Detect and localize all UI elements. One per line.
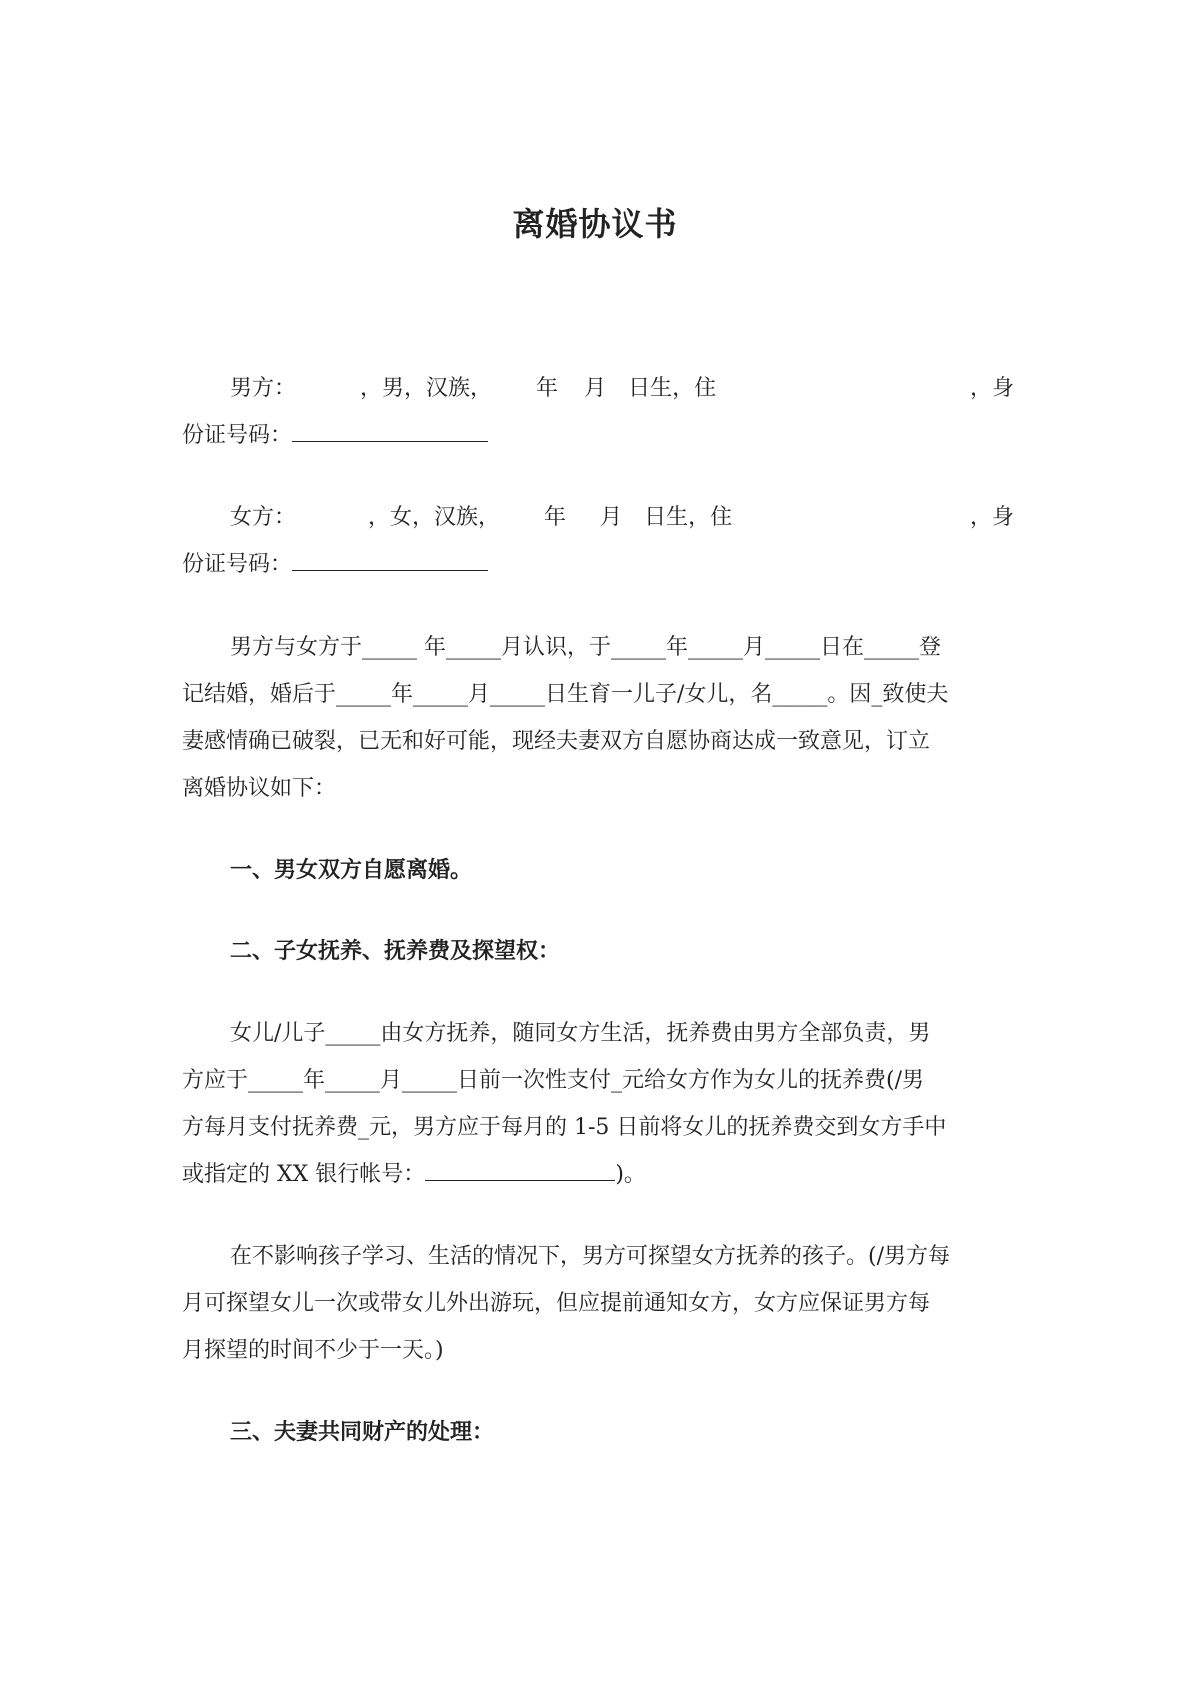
bank-account-blank xyxy=(425,1160,615,1181)
visitation-line-3: 月探望的时间不少于一天。) xyxy=(182,1338,444,1363)
wife-tail: ，身 xyxy=(969,505,1014,530)
intro-line-4: 离婚协议如下： xyxy=(182,776,337,801)
document-title: 离婚协议书 xyxy=(512,205,678,243)
wife-info xyxy=(182,494,1014,541)
husband-id-blank xyxy=(292,421,488,442)
wife-year: 年 xyxy=(544,505,567,530)
custody-line-1: 女儿/儿子_____由女方抚养，随同女方生活，抚养费由男方全部负责，男 xyxy=(230,1021,931,1046)
wife-ethnicity: ，汉族， xyxy=(412,505,501,530)
wife-id-label: 份证号码： xyxy=(182,552,293,577)
custody-line-2: 方应于_____年_____月_____日前一次性支付_元给女方作为女儿的抚养费(/男 xyxy=(182,1068,924,1093)
wife-id xyxy=(182,541,1014,588)
section-2-heading: 二、子女抚养、抚养费及探望权： xyxy=(230,938,561,964)
intro-line-2: 记结婚，婚后于_____年_____月_____日生育一儿子/女儿，名_____。因_致使夫 xyxy=(182,682,949,707)
husband-id-label: 份证号码： xyxy=(182,423,293,448)
husband-gender: ，男 xyxy=(360,376,405,401)
husband-year: 年 xyxy=(536,376,559,401)
visitation-line-1: 在不影响孩子学习、生活的情况下，男方可探望女方抚养的孩子。(/男方每 xyxy=(230,1244,950,1269)
custody-line-3: 方每月支付抚养费_元，男方应于每月的 1-5 日前将女儿的抚养费交到女方手中 xyxy=(182,1115,947,1140)
intro-line-3: 妻感情确已破裂，已无和好可能，现经夫妻双方自愿协商达成一致意见，订立 xyxy=(182,729,931,754)
wife-month: 月 xyxy=(600,505,623,530)
section-3-heading: 三、夫妻共同财产的处理： xyxy=(230,1419,495,1445)
husband-id xyxy=(182,412,1014,459)
husband-info xyxy=(182,365,1014,412)
wife-day: 日生，住 xyxy=(644,505,733,530)
husband-label: 男方： xyxy=(230,376,297,401)
section-1-heading: 一、男女双方自愿离婚。 xyxy=(230,857,473,883)
wife-gender: ，女 xyxy=(368,505,413,530)
husband-ethnicity: ，汉族， xyxy=(404,376,493,401)
husband-day: 日生，住 xyxy=(628,376,717,401)
custody-line-4 xyxy=(182,1151,1014,1198)
bank-account-close: )。 xyxy=(615,1162,646,1187)
intro-line-1: 男方与女方于_____ 年_____月认识，于_____年_____月_____日在_____登 xyxy=(230,635,941,660)
husband-tail: ，身 xyxy=(969,376,1014,401)
husband-month: 月 xyxy=(584,376,607,401)
bank-account-label: 或指定的 XX 银行帐号： xyxy=(182,1162,426,1187)
visitation-line-2: 月可探望女儿一次或带女儿外出游玩，但应提前通知女方，女方应保证男方每 xyxy=(182,1291,931,1316)
wife-id-blank xyxy=(292,550,488,571)
wife-label: 女方： xyxy=(230,505,297,530)
